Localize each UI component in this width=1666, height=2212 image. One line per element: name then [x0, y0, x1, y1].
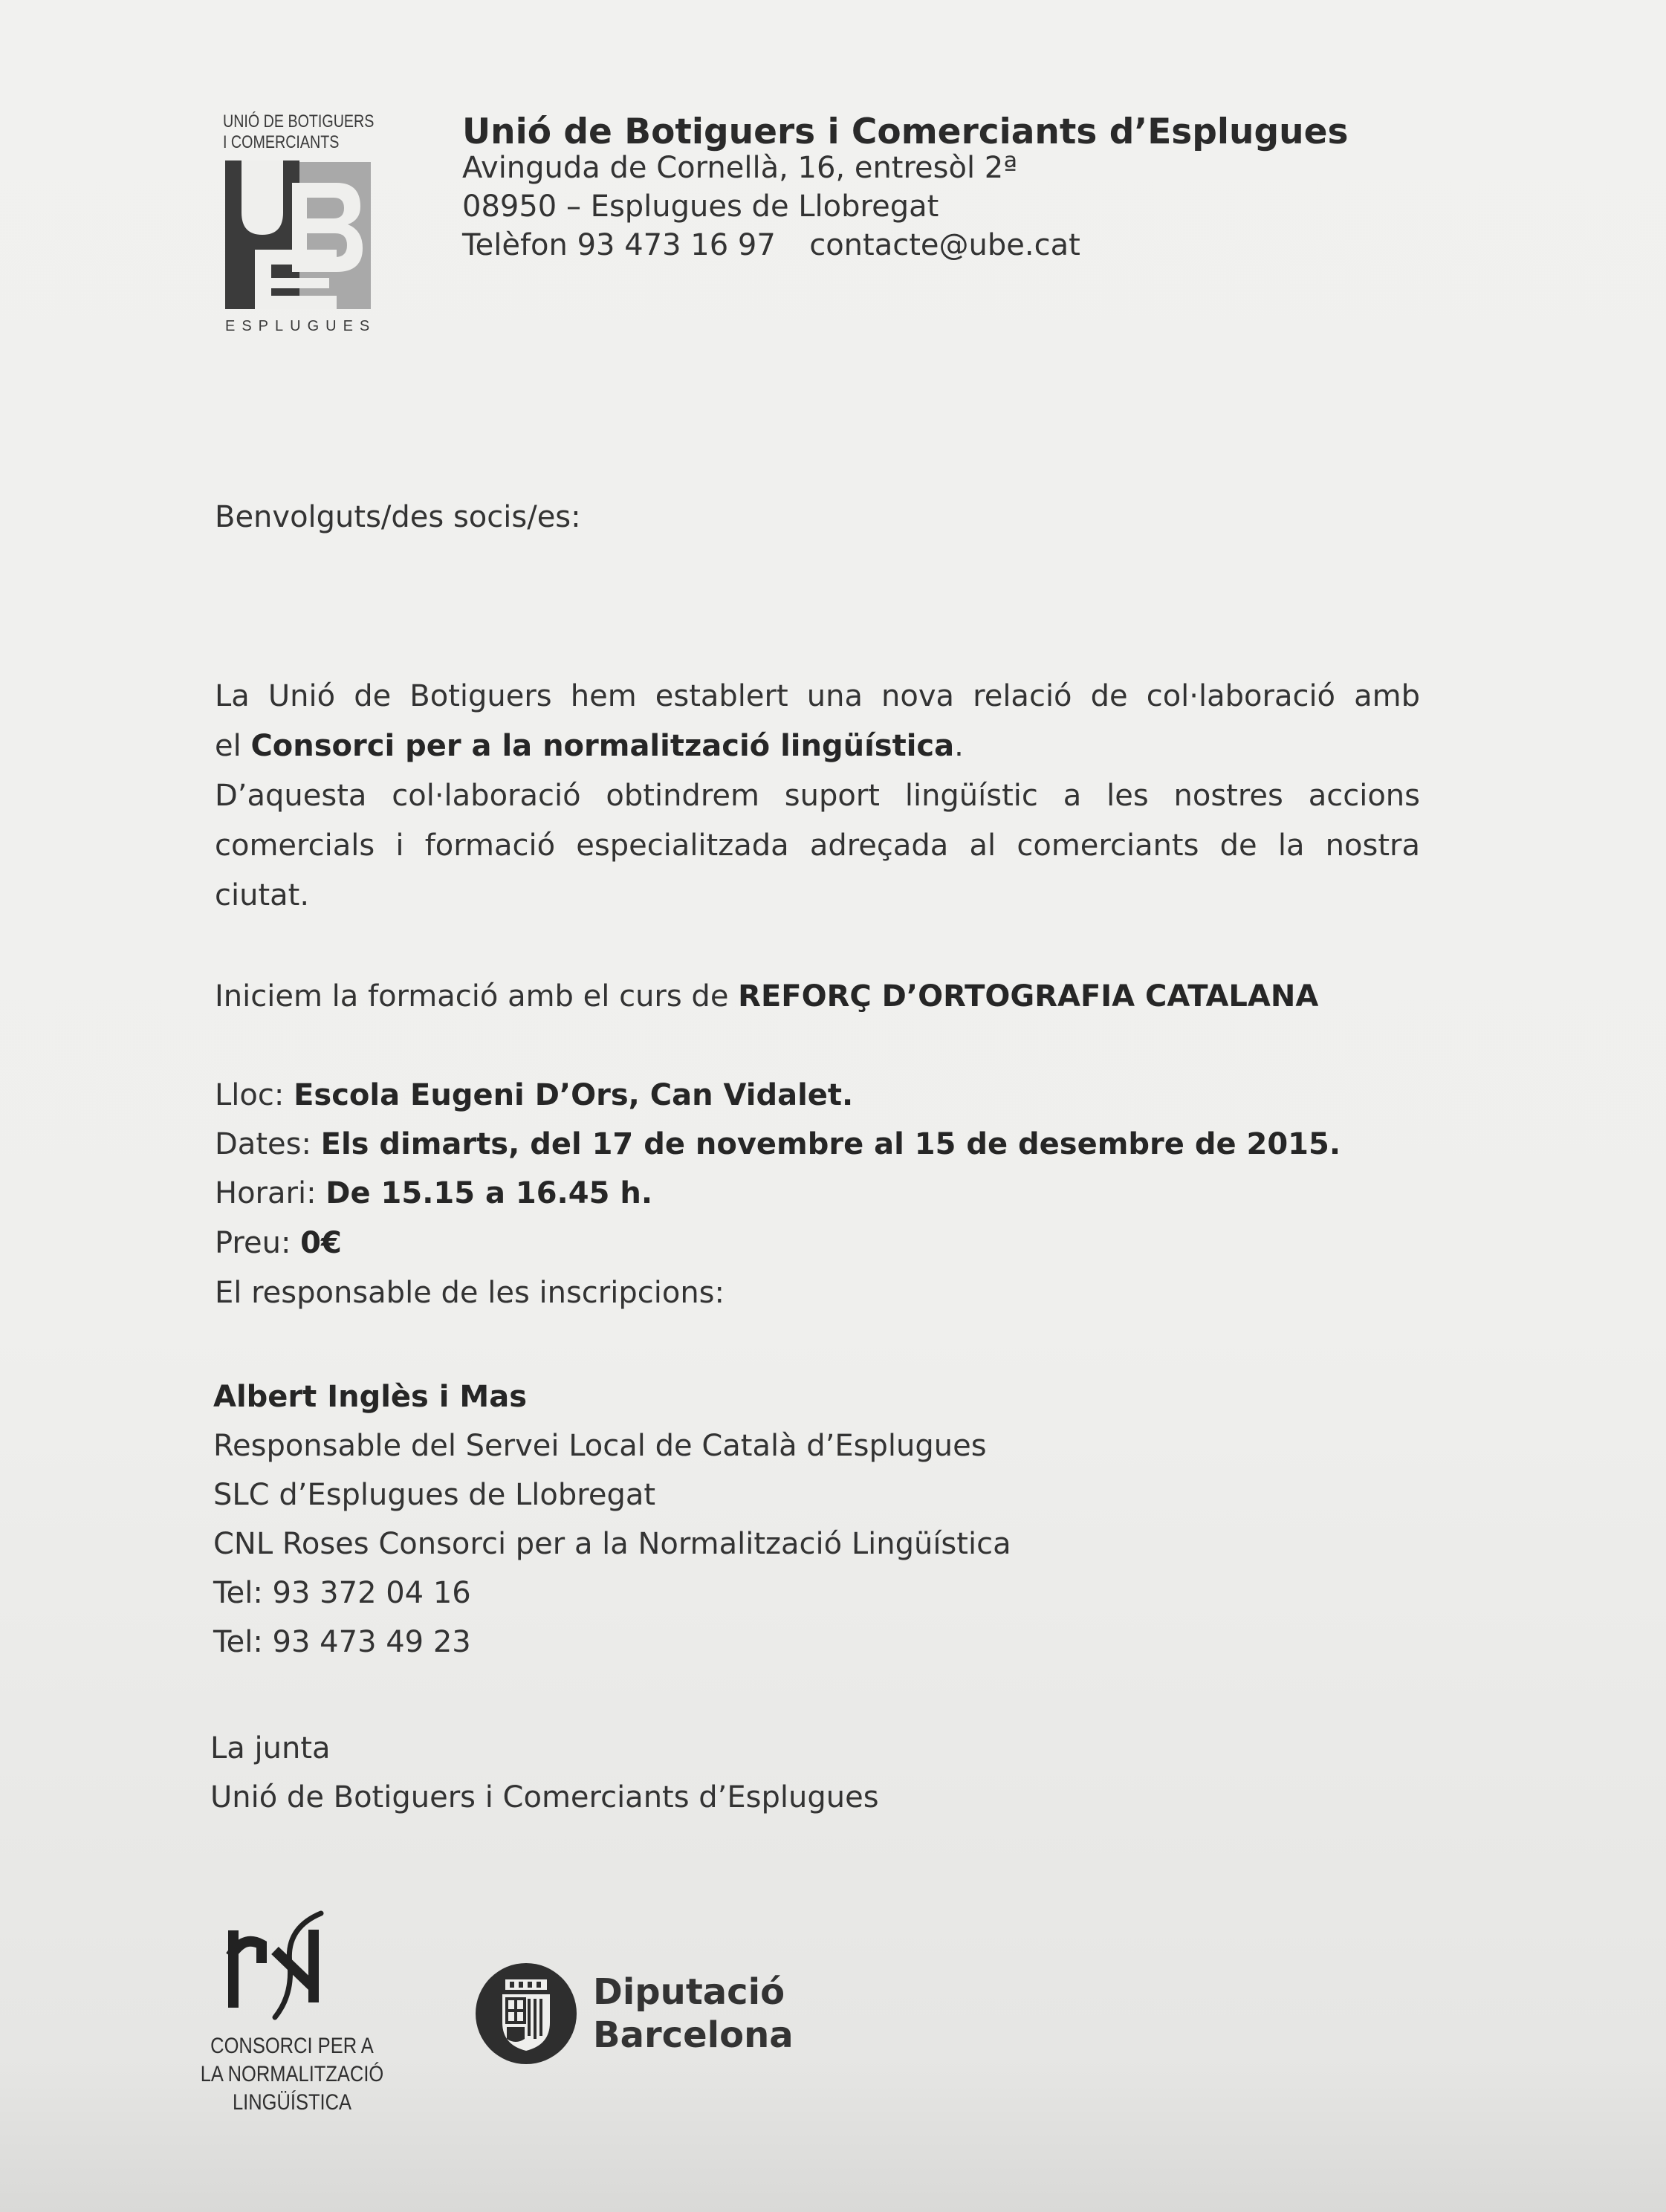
signature-line1: La junta: [210, 1731, 331, 1765]
course-line: [215, 979, 1318, 1013]
intro-paragraph: [215, 672, 1420, 921]
contact-office: SLC d’Esplugues de Llobregat: [213, 1478, 656, 1512]
ube-logo-text-top: [223, 111, 374, 153]
contact-role: Responsable del Servei Local de Català d’Esplugues: [213, 1429, 987, 1463]
diputacio-line2: Barcelona: [593, 2014, 794, 2056]
intro-line2: [215, 721, 1420, 771]
contact-tel1: Tel: 93 372 04 16: [213, 1576, 471, 1610]
detail-hours: [215, 1176, 652, 1210]
cnl-caption: [188, 2032, 397, 2117]
cnl-caption-line1: CONSORCI PER A: [210, 2034, 374, 2058]
contact-name-text: Albert Inglès i Mas: [213, 1380, 528, 1414]
registration-line: El responsable de les inscripcions:: [215, 1276, 725, 1310]
price-value: 0€: [300, 1226, 342, 1260]
ube-logo-bottom: ESPLUGUES: [225, 318, 377, 334]
cnl-logo-icon: [223, 1906, 357, 2025]
ube-logo-line2: I COMERCIANTS: [223, 132, 340, 152]
cnl-caption-line2: LA NORMALITZACIÓ: [200, 2062, 384, 2086]
intro-line2-pre: el: [215, 729, 251, 763]
address-line1: Avinguda de Cornellà, 16, entresòl 2ª: [462, 151, 1018, 185]
diputacio-seal-icon: [474, 1962, 578, 2066]
dates-value: Els dimarts, del 17 de novembre al 15 de desembre de 2015.: [320, 1127, 1341, 1161]
detail-price: [215, 1226, 342, 1260]
cnl-caption-line3: LINGÜÍSTICA: [232, 2090, 352, 2115]
diputacio-name: [593, 1971, 794, 2057]
place-value: Escola Eugeni D’Ors, Can Vidalet.: [294, 1078, 854, 1112]
detail-dates: [215, 1127, 1341, 1161]
greeting: Benvolguts/des socis/es:: [215, 500, 581, 534]
email: contacte@ube.cat: [809, 228, 1080, 262]
intro-line2-post: .: [954, 729, 964, 763]
signature-line2: Unió de Botiguers i Comerciants d’Esplugues: [210, 1780, 879, 1814]
diputacio-line1: Diputació: [593, 1971, 785, 2013]
contact-tel2: Tel: 93 473 49 23: [213, 1625, 471, 1659]
hours-label: Horari:: [215, 1176, 326, 1210]
intro-line3: D’aquesta col·laboració obtindrem suport lingüístic a les nostres accions: [215, 779, 1420, 813]
detail-place: [215, 1078, 853, 1112]
course-lead: Iniciem la formació amb el curs de: [215, 979, 739, 1013]
price-label: Preu:: [215, 1226, 301, 1260]
organization-name: Unió de Botiguers i Comerciants d’Esplugues: [462, 111, 1349, 152]
phone-line: [462, 226, 1080, 265]
contact-consortium: CNL Roses Consorci per a la Normalització Lingüística: [213, 1527, 1011, 1561]
hours-value: De 15.15 a 16.45 h.: [325, 1176, 653, 1210]
intro-line4: comercials i formació especialitzada adreçada al comerciants de la nostra: [215, 828, 1420, 863]
place-label: Lloc:: [215, 1078, 294, 1112]
ube-logo-icon: [225, 160, 371, 309]
intro-line1: La Unió de Botiguers hem establert una nova relació de col·laboració amb: [215, 679, 1420, 713]
course-name: REFORÇ D’ORTOGRAFIA CATALANA: [738, 979, 1319, 1013]
consortium-highlight: Consorci per a la normalització lingüística: [250, 729, 955, 763]
phone: Telèfon 93 473 16 97: [462, 228, 776, 262]
contact-name: [213, 1380, 527, 1414]
intro-line5: ciutat.: [215, 878, 310, 912]
dates-label: Dates:: [215, 1127, 321, 1161]
ube-logo-line1: UNIÓ DE BOTIGUERS: [223, 111, 375, 132]
address-line2: 08950 – Esplugues de Llobregat: [462, 189, 939, 224]
